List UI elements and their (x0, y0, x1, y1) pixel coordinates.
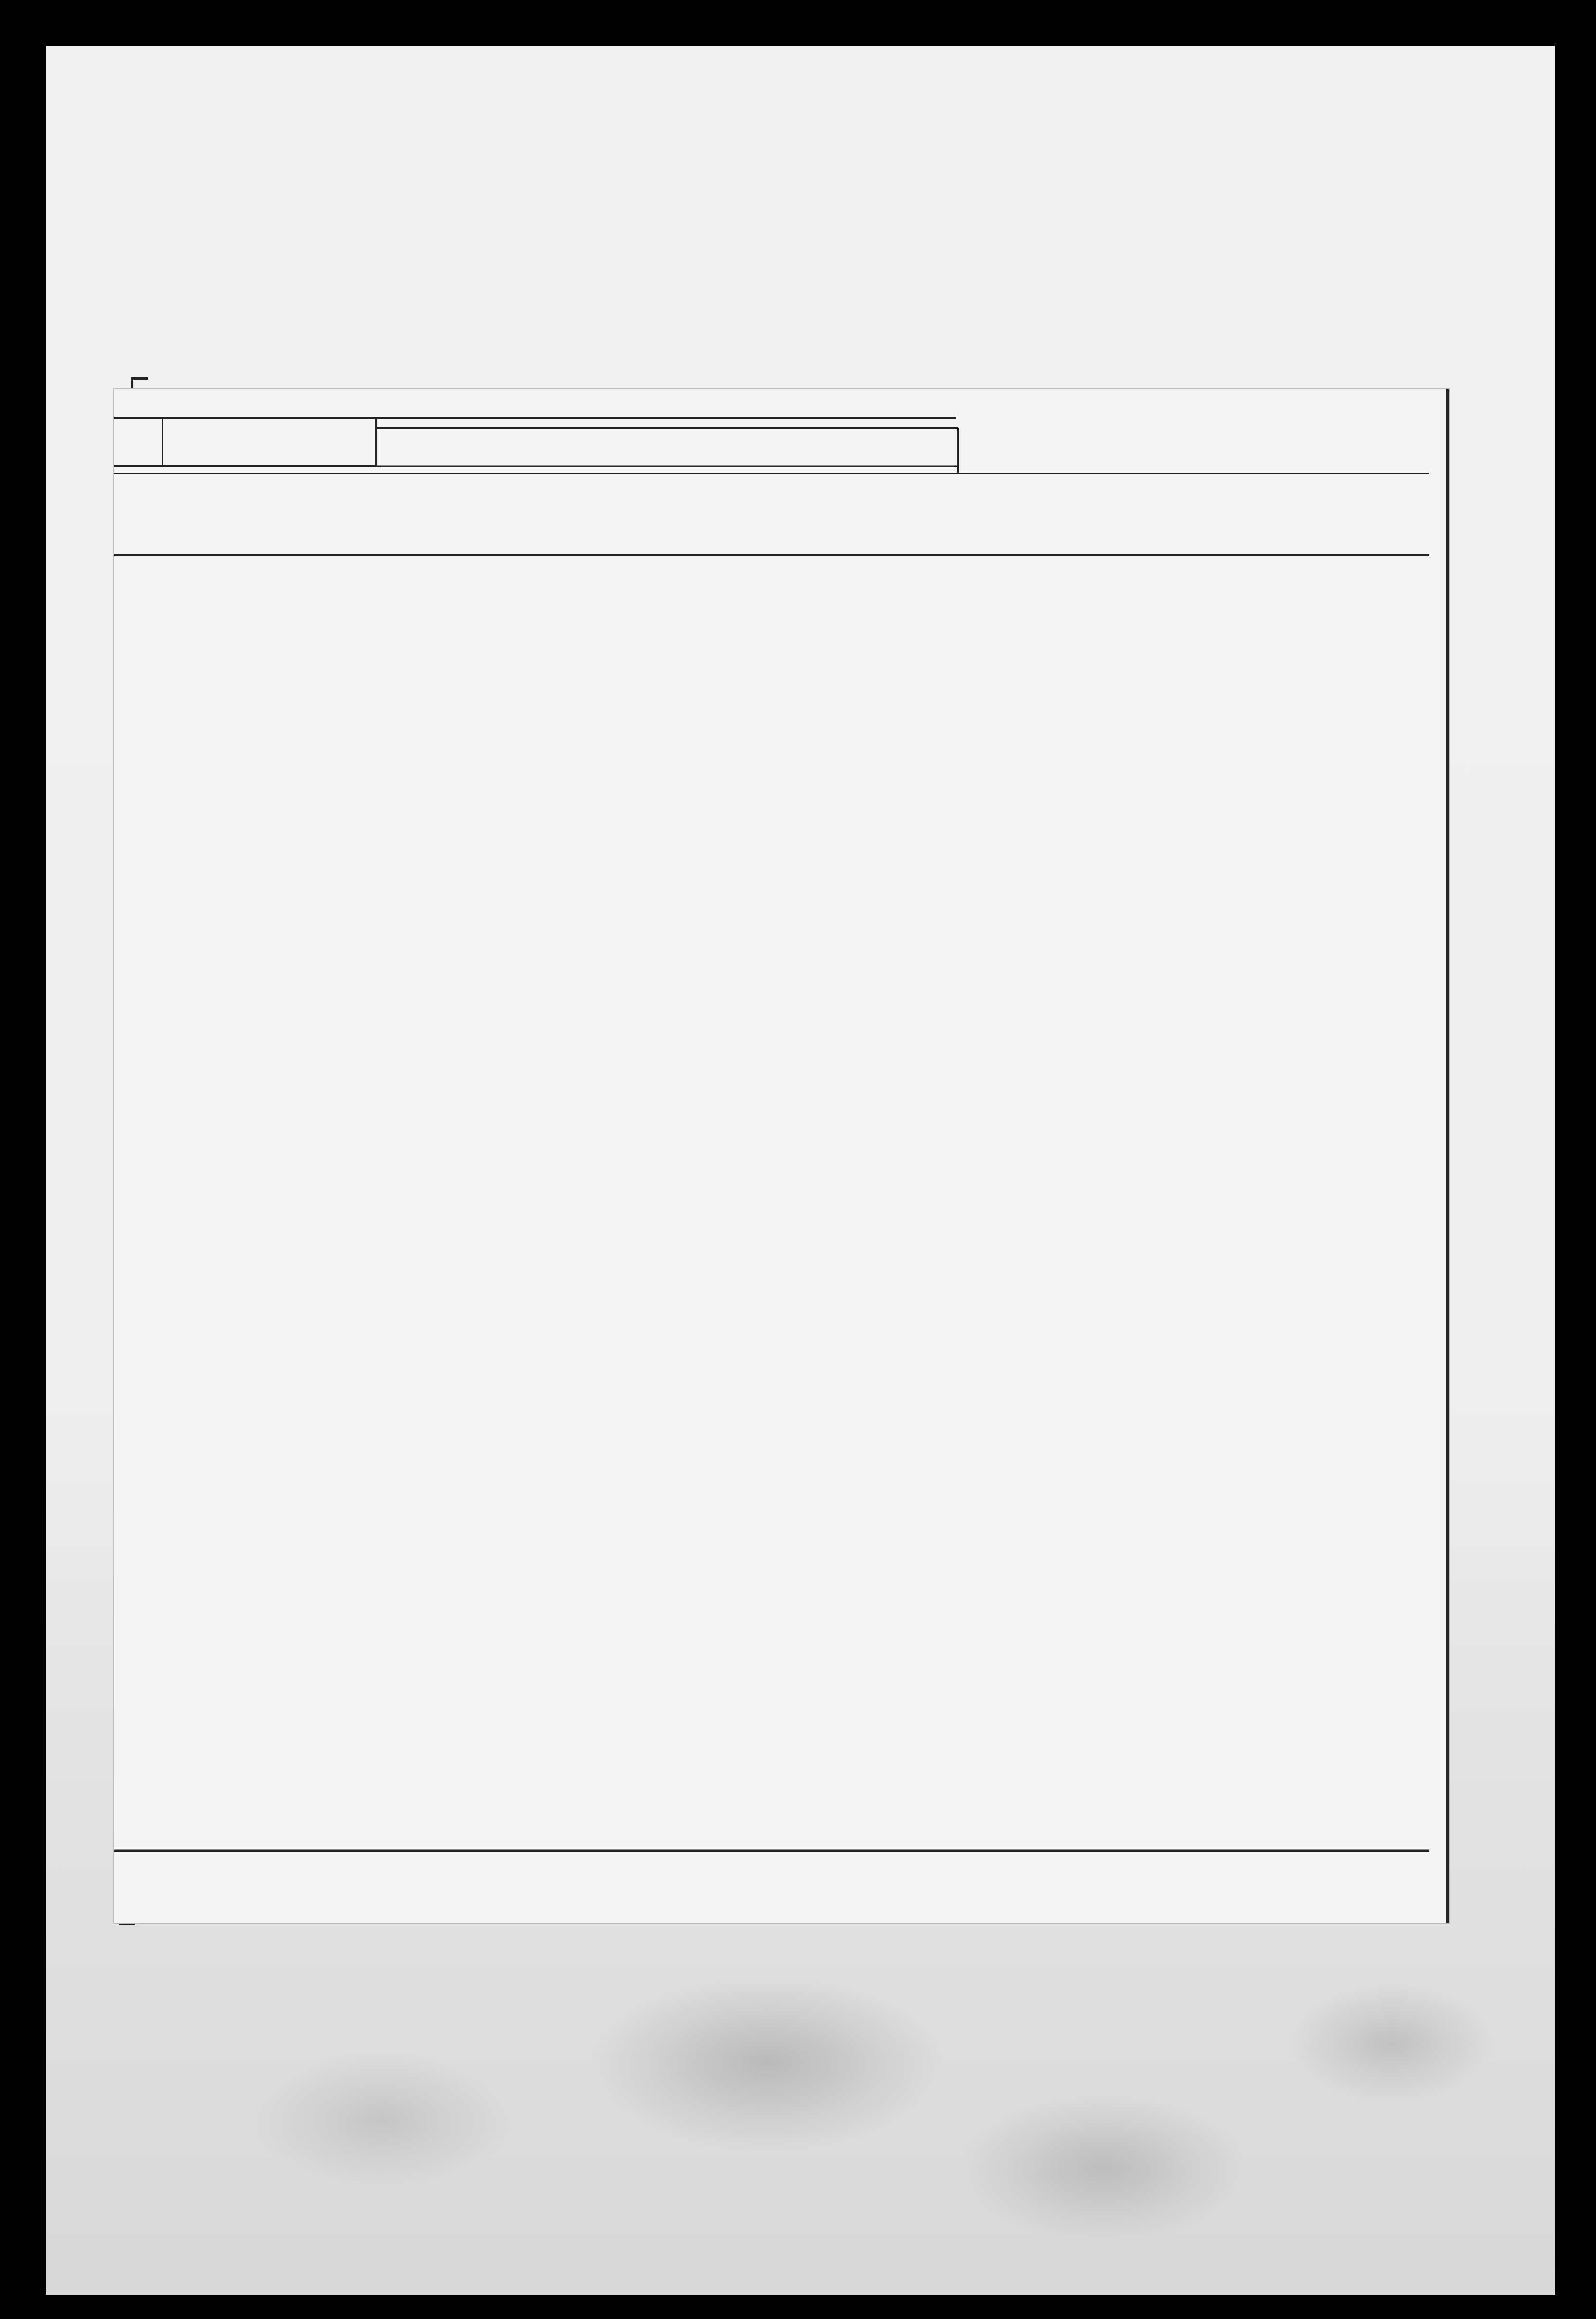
form-grid (114, 389, 1446, 1923)
register-form (114, 389, 1449, 1923)
backing-smudge (46, 1918, 1555, 2295)
